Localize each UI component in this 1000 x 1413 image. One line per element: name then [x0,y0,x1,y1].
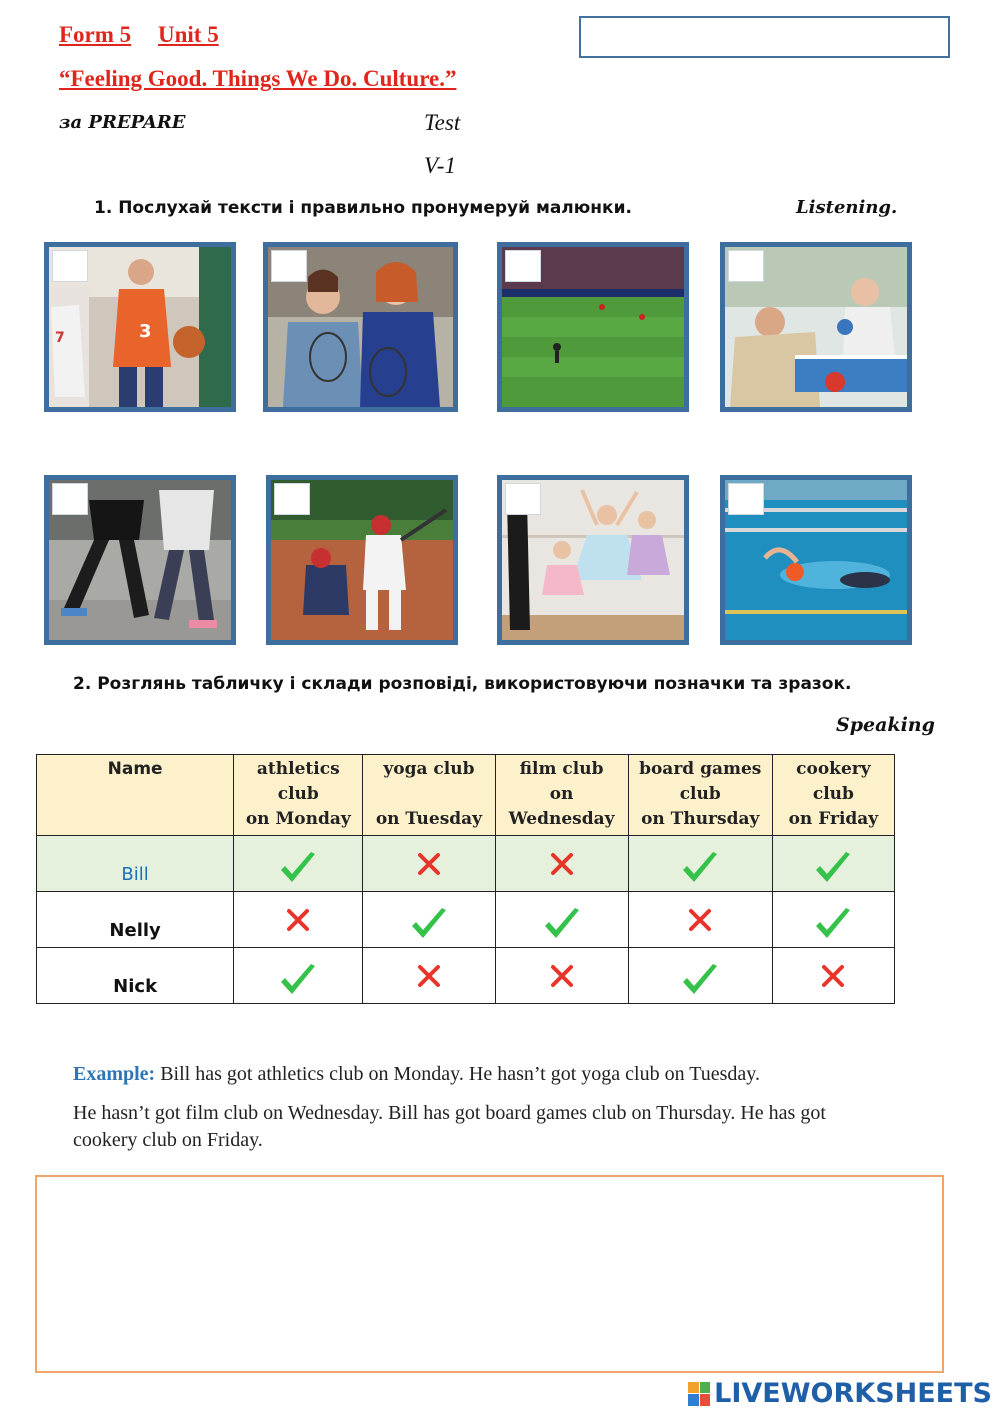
header-film: film club on Wednesday [495,755,628,836]
answer-text-area[interactable] [35,1175,944,1373]
example-text: Bill has got athletics club on Monday. He hasn’t got yoga club on Tuesday. [155,1063,760,1085]
svg-text:3: 3 [139,321,152,342]
liveworksheets-logo [688,1378,992,1409]
task2-skill: Speaking [836,714,935,736]
number-answer-box[interactable] [505,483,541,515]
check-mark-icon [680,962,720,998]
number-answer-box[interactable] [52,250,88,282]
photo-swimming [720,475,912,645]
student-name-input[interactable] [579,16,950,58]
task1-skill: Listening. [796,197,898,218]
cross-mark-icon [548,962,576,990]
photo-table-tennis [720,242,912,412]
textbook-label: за PREPARE [59,112,186,133]
task1-instruction: 1. Послухай тексти і правильно пронумеруй малюнки. [94,198,632,218]
number-answer-box[interactable] [274,483,310,515]
check-mark-icon [278,962,318,998]
photo-ballet [497,475,689,645]
test-label: Test [424,110,461,135]
logo-text: LIVEWORKSHEETS [714,1378,992,1409]
number-answer-box[interactable] [728,483,764,515]
unit-label: Unit 5 [158,22,219,47]
person-name-cell [37,836,234,892]
header-yoga: yoga club on Tuesday [363,755,495,836]
cross-mark-icon [686,906,714,934]
svg-text:7: 7 [55,330,65,346]
check-mark-icon [680,850,720,886]
clubs-table [36,754,895,1004]
header-name: Name [37,755,234,836]
number-answer-box[interactable] [271,250,307,282]
photo-badminton [263,242,458,412]
cross-mark-icon [415,850,443,878]
person-name-cell [37,948,234,1004]
person-name: Nick [113,976,158,997]
cross-mark-icon [548,850,576,878]
table-header-row [37,755,895,836]
example-line-3: cookery club on Friday. [73,1129,263,1151]
example-line-2: He hasn’t got film club on Wednesday. Bill has got board games club on Thursday. He has got [73,1102,826,1124]
person-name: Nelly [109,920,161,941]
photo-running [44,475,236,645]
person-name-cell [37,892,234,948]
table-row [37,892,895,948]
number-answer-box[interactable] [505,250,541,282]
check-mark-icon [813,906,853,942]
cross-mark-icon [819,962,847,990]
task2-instruction: 2. Розглянь табличку і склади розповіді, використовуючи позначки та зразок. [73,674,852,694]
number-answer-box[interactable] [52,483,88,515]
cross-mark-icon [415,962,443,990]
photo-basketball [44,242,236,412]
check-mark-icon [278,850,318,886]
cross-mark-icon [284,906,312,934]
person-name: Bill [121,864,149,885]
header-athletics: athletics club on Monday [234,755,363,836]
table-row [37,948,895,1004]
table-row [37,836,895,892]
check-mark-icon [409,906,449,942]
header-board-games: board games club on Thursday [628,755,772,836]
check-mark-icon [813,850,853,886]
page-title: “Feeling Good. Things We Do. Culture.” [59,66,457,91]
photo-football [497,242,689,412]
form-label: Form 5 [59,22,132,47]
example-label: Example: [73,1063,156,1085]
header-cookery: cookery club on Friday [772,755,894,836]
example-line-1 [73,1063,760,1086]
number-answer-box[interactable] [728,250,764,282]
photo-baseball [266,475,458,645]
variant-label: V-1 [424,153,456,178]
logo-badge-icon [688,1382,710,1406]
check-mark-icon [542,906,582,942]
